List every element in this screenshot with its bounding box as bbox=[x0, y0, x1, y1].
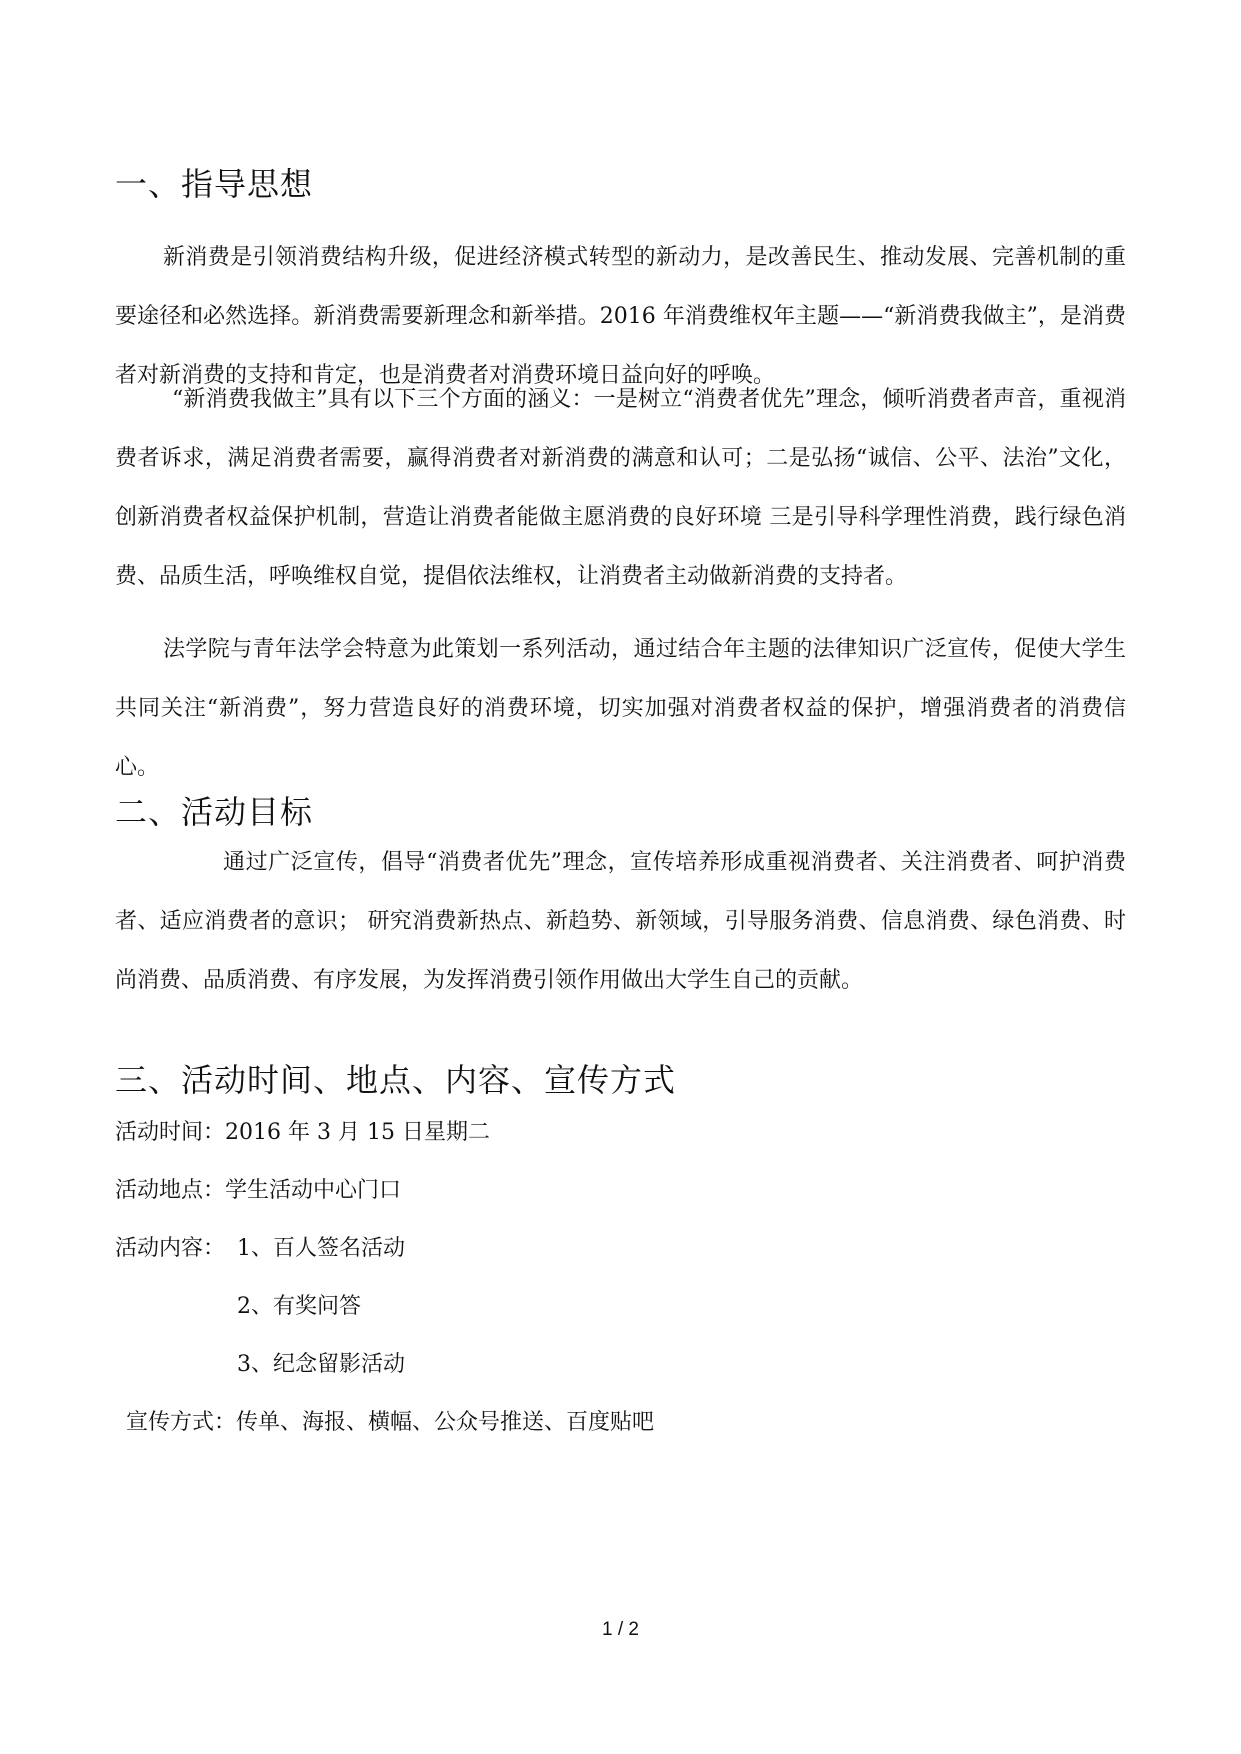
paragraph-new-consumption-intro: 新消费是引领消费结构升级，促进经济模式转型的新动力，是改善民生、推动发展、完善机制的重要途径和必然选择。新消费需要新理念和新举措。2016 年消费维权年主题——“新消费我做主”，是消费者对新消费的支持和肯定，也是消费者对消费环境日益向好的呼唤。 bbox=[115, 245, 1126, 388]
activity-place: 活动地点：学生活动中心门口 bbox=[115, 1178, 402, 1203]
activity-item: 1、百人签名活动 bbox=[237, 1236, 405, 1261]
section-heading-guiding-ideology: 一、指导思想 bbox=[115, 165, 314, 203]
activity-item: 3、纪念留影活动 bbox=[237, 1352, 405, 1377]
section-heading-activity-details: 三、活动时间、地点、内容、宣传方式 bbox=[115, 1061, 677, 1099]
activity-item: 2、有奖问答 bbox=[237, 1294, 361, 1319]
page-number: 1 / 2 bbox=[602, 1619, 639, 1640]
activity-time: 活动时间：2016 年 3 月 15 日星期二 bbox=[115, 1120, 490, 1145]
promotion-methods: 宣传方式：传单、海报、横幅、公众号推送、百度贴吧 bbox=[126, 1410, 655, 1435]
activity-content-label: 活动内容： bbox=[115, 1236, 226, 1261]
paragraph-activity-goals: 通过广泛宣传，倡导“消费者优先”理念，宣传培养形成重视消费者、关注消费者、呵护消费者、适应消费者的意识； 研究消费新热点、新趋势、新领域，引导服务消费、信息消费、绿色消费、时尚消费、品质消费、有序发展，为发挥消费引领作用做出大学生自己的贡献。 bbox=[115, 850, 1126, 993]
section-heading-activity-goals: 二、活动目标 bbox=[115, 793, 314, 831]
paragraph-law-school-activities: 法学院与青年法学会特意为此策划一系列活动，通过结合年主题的法律知识广泛宣传，促使大学生共同关注“新消费”，努力营造良好的消费环境，切实加强对消费者权益的保护，增强消费者的消费信心。 bbox=[115, 637, 1126, 780]
paragraph-meaning-of-theme: “新消费我做主”具有以下三个方面的涵义：一是树立“消费者优先”理念，倾听消费者声音，重视消费者诉求，满足消费者需要，赢得消费者对新消费的满意和认可；二是弘扬“诚信、公平、法治”文化，创新消费者权益保护机制，营造让消费者能做主愿消费的良好环境 三是引导科学理性消费，践行绿色消费、品质生活，呼唤维权自觉，提倡依法维权，让消费者主动做新消费的支持者。 bbox=[115, 387, 1126, 589]
